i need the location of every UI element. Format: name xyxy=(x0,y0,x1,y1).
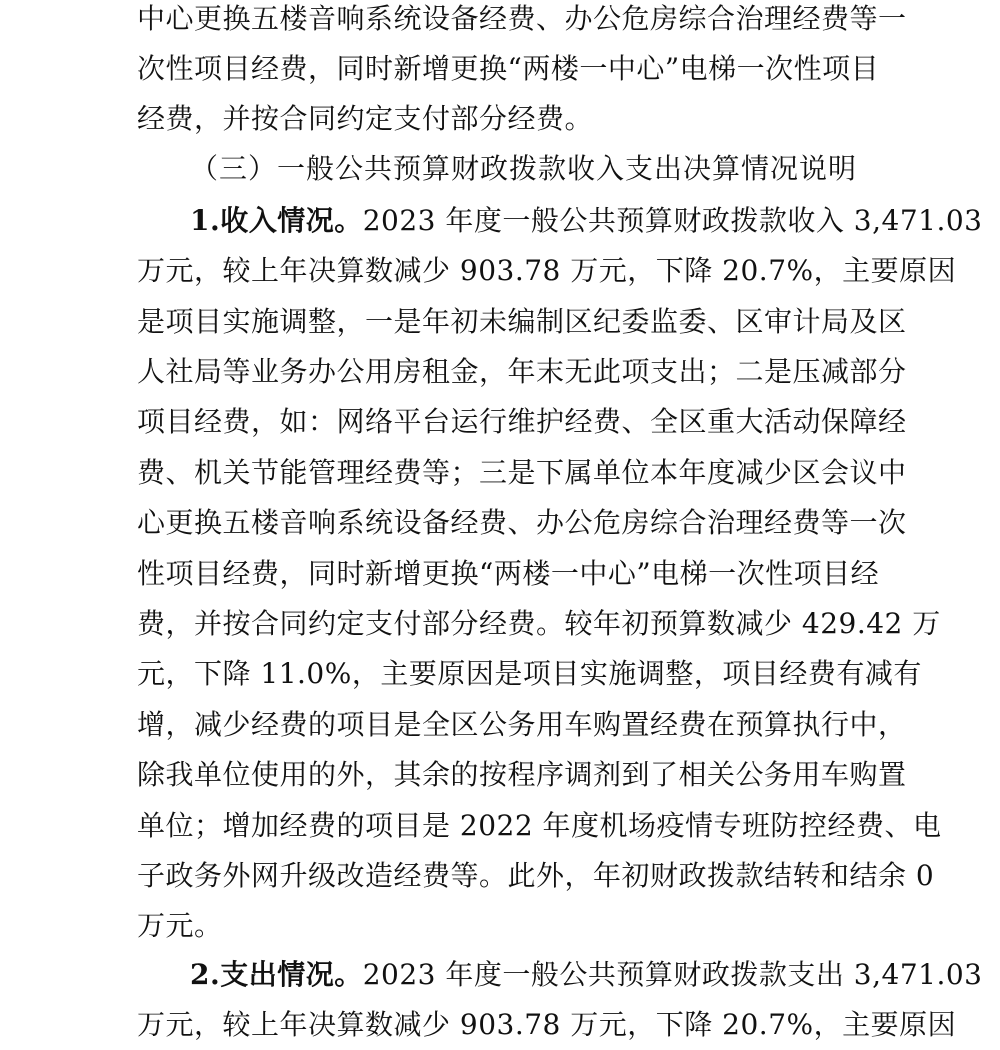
paragraph-line: 元，下降 11.0%，主要原因是项目实施调整，项目经费有减有 xyxy=(137,657,922,690)
income-first-line xyxy=(190,196,983,246)
paragraph-line: 中心更换五楼音响系统设备经费、办公危房综合治理经费等一 xyxy=(137,2,907,35)
paragraph-line: 心更换五楼音响系统设备经费、办公危房综合治理经费等一次 xyxy=(137,506,907,539)
paragraph-line: 经费，并按合同约定支付部分经费。 xyxy=(137,102,594,135)
income-label: 1.收入情况。 xyxy=(190,204,363,237)
paragraph-line: 除我单位使用的外，其余的按程序调剂到了相关公务用车购置 xyxy=(137,758,907,791)
paragraph-line: 万元，较上年决算数减少 903.78 万元，下降 20.7%，主要原因 xyxy=(137,254,957,287)
expenditure-first-line-text: 2023 年度一般公共预算财政拨款支出 3,471.03 xyxy=(362,958,983,991)
expenditure-first-line xyxy=(190,950,983,1000)
expenditure-label: 2.支出情况。 xyxy=(190,958,363,991)
paragraph-line: 次性项目经费，同时新增更换“两楼一中心”电梯一次性项目 xyxy=(137,52,880,85)
paragraph-line: 费、机关节能管理经费等；三是下属单位本年度减少区会议中 xyxy=(137,456,907,489)
income-first-line-text: 2023 年度一般公共预算财政拨款收入 3,471.03 xyxy=(362,204,983,237)
paragraph-line: 费，并按合同约定支付部分经费。较年初预算数减少 429.42 万 xyxy=(137,607,941,640)
paragraph-line: 万元。 xyxy=(137,909,223,942)
paragraph-line: 单位；增加经费的项目是 2022 年度机场疫情专班防控经费、电 xyxy=(137,809,942,842)
paragraph-line: 人社局等业务办公用房租金，年末无此项支出；二是压减部分 xyxy=(137,355,907,388)
paragraph-line: 增，减少经费的项目是全区公务用车购置经费在预算执行中， xyxy=(137,708,907,741)
paragraph-line: 项目经费，如：网络平台运行维护经费、全区重大活动保障经 xyxy=(137,405,907,438)
paragraph-line: 是项目实施调整，一是年初未编制区纪委监委、区审计局及区 xyxy=(137,305,907,338)
paragraph-line: 性项目经费，同时新增更换“两楼一中心”电梯一次性项目经 xyxy=(137,557,880,590)
paragraph-line: 子政务外网升级改造经费等。此外，年初财政拨款结转和结余 0 xyxy=(137,859,935,892)
paragraph-line: 万元，较上年决算数减少 903.78 万元，下降 20.7%，主要原因 xyxy=(137,1008,957,1041)
section-heading: （三）一般公共预算财政拨款收入支出决算情况说明 xyxy=(190,152,858,185)
